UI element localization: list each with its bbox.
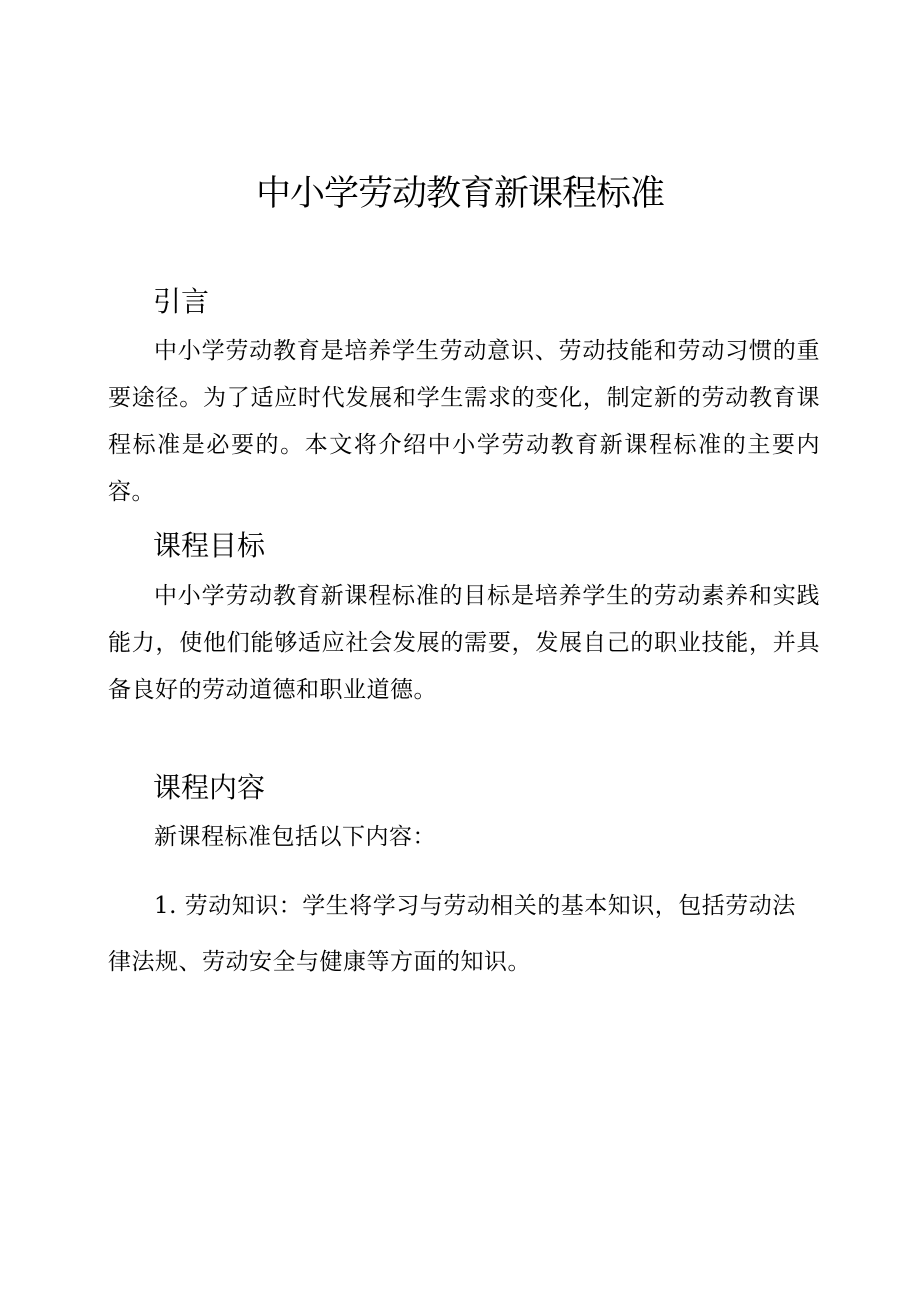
section-heading-goals: 课程目标 [153, 529, 266, 562]
section-heading-introduction: 引言 [153, 285, 210, 318]
section-paragraph-content: 新课程标准包括以下内容： [154, 824, 436, 850]
content-list-item: 1. 劳动知识：学生将学习与劳动相关的基本知识，包括劳动法律法规、劳动安全与健康等方面的知识。 [108, 893, 796, 975]
document-title: 中小学劳动教育新课程标准 [255, 174, 664, 214]
section-heading-content: 课程内容 [153, 771, 266, 804]
section-paragraph-introduction: 中小学劳动教育是培养学生劳动意识、劳动技能和劳动习惯的重要途径。为了适应时代发展和学生需求的变化，制定新的劳动教育课程标准是必要的。本文将介绍中小学劳动教育新课程标准的主要内容。 [108, 338, 820, 505]
section-paragraph-goals: 中小学劳动教育新课程标准的目标是培养学生的劳动素养和实践能力，使他们能够适应社会发展的需要，发展自己的职业技能，并具备良好的劳动道德和职业道德。 [108, 583, 820, 703]
